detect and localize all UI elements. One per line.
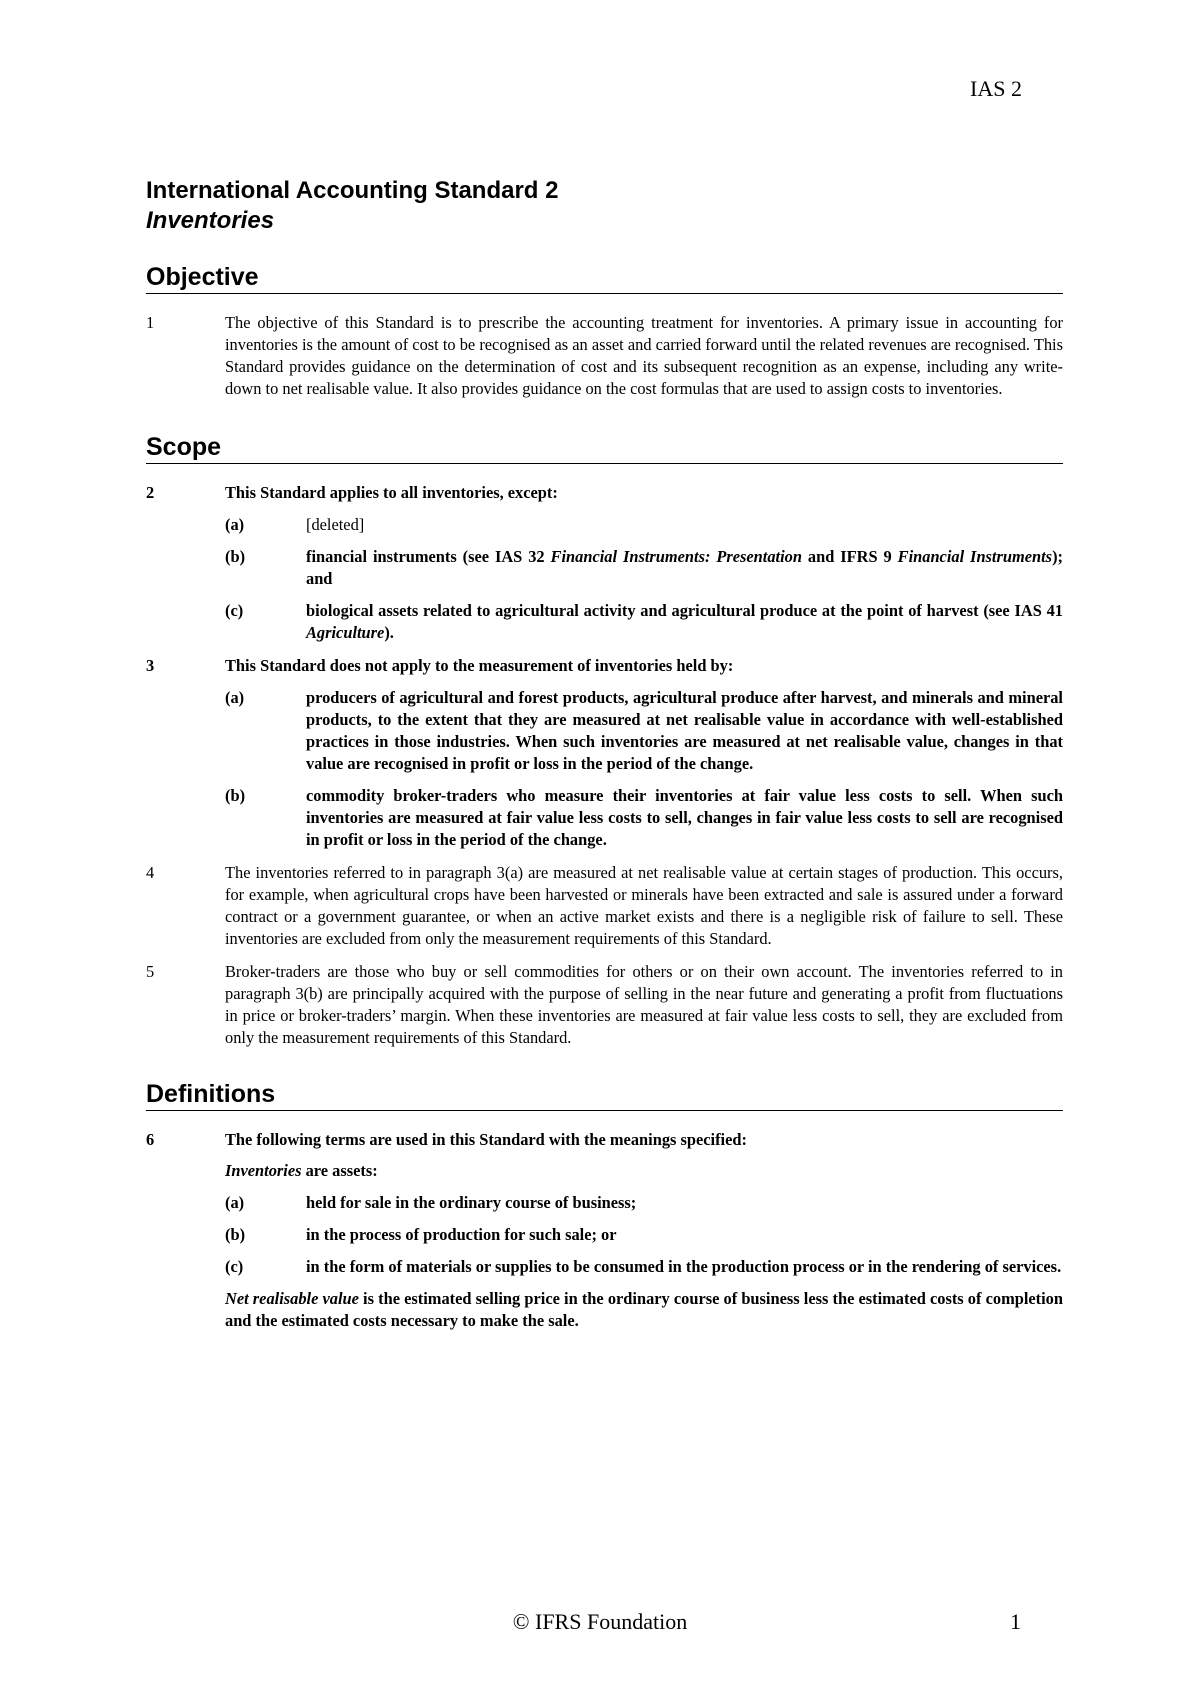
running-head: IAS 2 [970, 76, 1022, 101]
paragraph-text: Broker-traders are those who buy or sell commodities for others or on their own account. The inventories referred to in paragraph 3(b) are principally acquired with the purpose of selling in the near future and generating a profit from fluctuations in price or broker-traders’ margin. When these inventories are measured at fair value less costs to sell, they are excluded from only the measurement requirements of this Standard. [225, 962, 1063, 1047]
paragraph-lead: This Standard applies to all inventories, except: [225, 483, 558, 502]
list-item [225, 687, 1063, 775]
paragraph-text: The inventories referred to in paragraph 3(a) are measured at net realisable value at certain stages of production. This occurs, for example, when agricultural crops have been harvested or minerals have been extracted and sale is assured under a forward contract or a government guarantee, or when an active market exists and there is a negligible risk of failure to sell. These inventories are excluded from only the measurement requirements of this Standard. [225, 863, 1063, 948]
paragraph-5 [146, 961, 1063, 1049]
paragraph-number: 3 [146, 656, 155, 675]
cited-standard-title: Financial Instruments: Presentation [550, 547, 802, 566]
paragraph-lead: This Standard does not apply to the measurement of inventories held by: [225, 656, 734, 675]
page-content [146, 176, 1063, 1343]
paragraph-lead: The following terms are used in this Standard with the meanings specified: [225, 1130, 747, 1149]
objective-heading: Objective [146, 262, 1063, 294]
item-text: financial instruments (see IAS 32 Financial Instruments: Presentation and IFRS 9 Financial Instruments); and [306, 547, 1063, 588]
scope-section [146, 432, 1063, 1049]
paragraph-6 [146, 1129, 1063, 1332]
list-item [225, 546, 1063, 590]
defined-term: Inventories [225, 1161, 302, 1180]
item-label: (b) [225, 547, 246, 566]
document-subtitle: Inventories [146, 207, 275, 234]
paragraph-3 [146, 655, 1063, 851]
item-text: producers of agricultural and forest products, agricultural produce after harvest, and minerals and mineral products, to the extent that they are measured at net realisable value in accordance with well-established practices in those industries. When such inventories are measured at net realisable value, changes in that value are recognised in profit or loss in the period of the change. [306, 688, 1063, 773]
item-text: held for sale in the ordinary course of business; [306, 1193, 637, 1212]
item-text: in the process of production for such sale; or [306, 1225, 617, 1244]
item-label: (a) [225, 1193, 245, 1212]
item-label: (a) [225, 515, 245, 534]
paragraph-2 [146, 482, 1063, 644]
item-label: (a) [225, 688, 245, 707]
definitions-heading: Definitions [146, 1079, 1063, 1111]
definition-net-realisable-value: Net realisable value is the estimated selling price in the ordinary course of business less the estimated costs of completion and the estimated costs necessary to make the sale. [225, 1289, 1063, 1330]
item-label: (c) [225, 1257, 244, 1276]
cited-standard-title: Agriculture [306, 623, 385, 642]
item-text: biological assets related to agricultural activity and agricultural produce at the point of harvest (see IAS 41 Agriculture). [306, 601, 1063, 642]
list-item [225, 785, 1063, 851]
paragraph-1 [146, 312, 1063, 400]
paragraph-number: 5 [146, 962, 155, 981]
page-number: 1 [1010, 1609, 1021, 1634]
list-item [225, 1256, 1063, 1278]
list-item [225, 1192, 1063, 1214]
item-text: in the form of materials or supplies to be consumed in the production process or in the rendering of services. [306, 1257, 1062, 1276]
defined-term: Net realisable value [225, 1289, 359, 1308]
footer-copyright: © IFRS Foundation [512, 1609, 688, 1634]
item-label: (c) [225, 601, 244, 620]
document-title: International Accounting Standard 2 [146, 177, 559, 204]
paragraph-number: 4 [146, 863, 155, 882]
paragraph-4 [146, 862, 1063, 950]
list-item [225, 600, 1063, 644]
paragraph-number: 2 [146, 483, 155, 502]
objective-section [146, 262, 1063, 400]
item-text: [deleted] [306, 515, 365, 534]
list-item [225, 514, 1063, 536]
scope-heading: Scope [146, 432, 1063, 464]
paragraph-number: 1 [146, 313, 155, 332]
item-text: commodity broker-traders who measure their inventories at fair value less costs to sell. When such inventories are measured at fair value less costs to sell, changes in fair value less costs to sell are recognised in profit or loss in the period of the change. [306, 786, 1063, 849]
item-label: (b) [225, 1225, 246, 1244]
item-label: (b) [225, 786, 246, 805]
paragraph-text: The objective of this Standard is to prescribe the accounting treatment for inventories. A primary issue in accounting for inventories is the amount of cost to be recognised as an asset and carried forward until the related revenues are recognised. This Standard provides guidance on the determination of cost and its subsequent recognition as an expense, including any write-down to net realisable value. It also provides guidance on the cost formulas that are used to assign costs to inventories. [225, 313, 1063, 398]
definitions-section [146, 1079, 1063, 1332]
paragraph-number: 6 [146, 1130, 155, 1149]
list-item [225, 1224, 1063, 1246]
definition-inventories: Inventories are assets: [225, 1161, 378, 1180]
cited-standard-title: Financial Instruments [897, 547, 1053, 566]
